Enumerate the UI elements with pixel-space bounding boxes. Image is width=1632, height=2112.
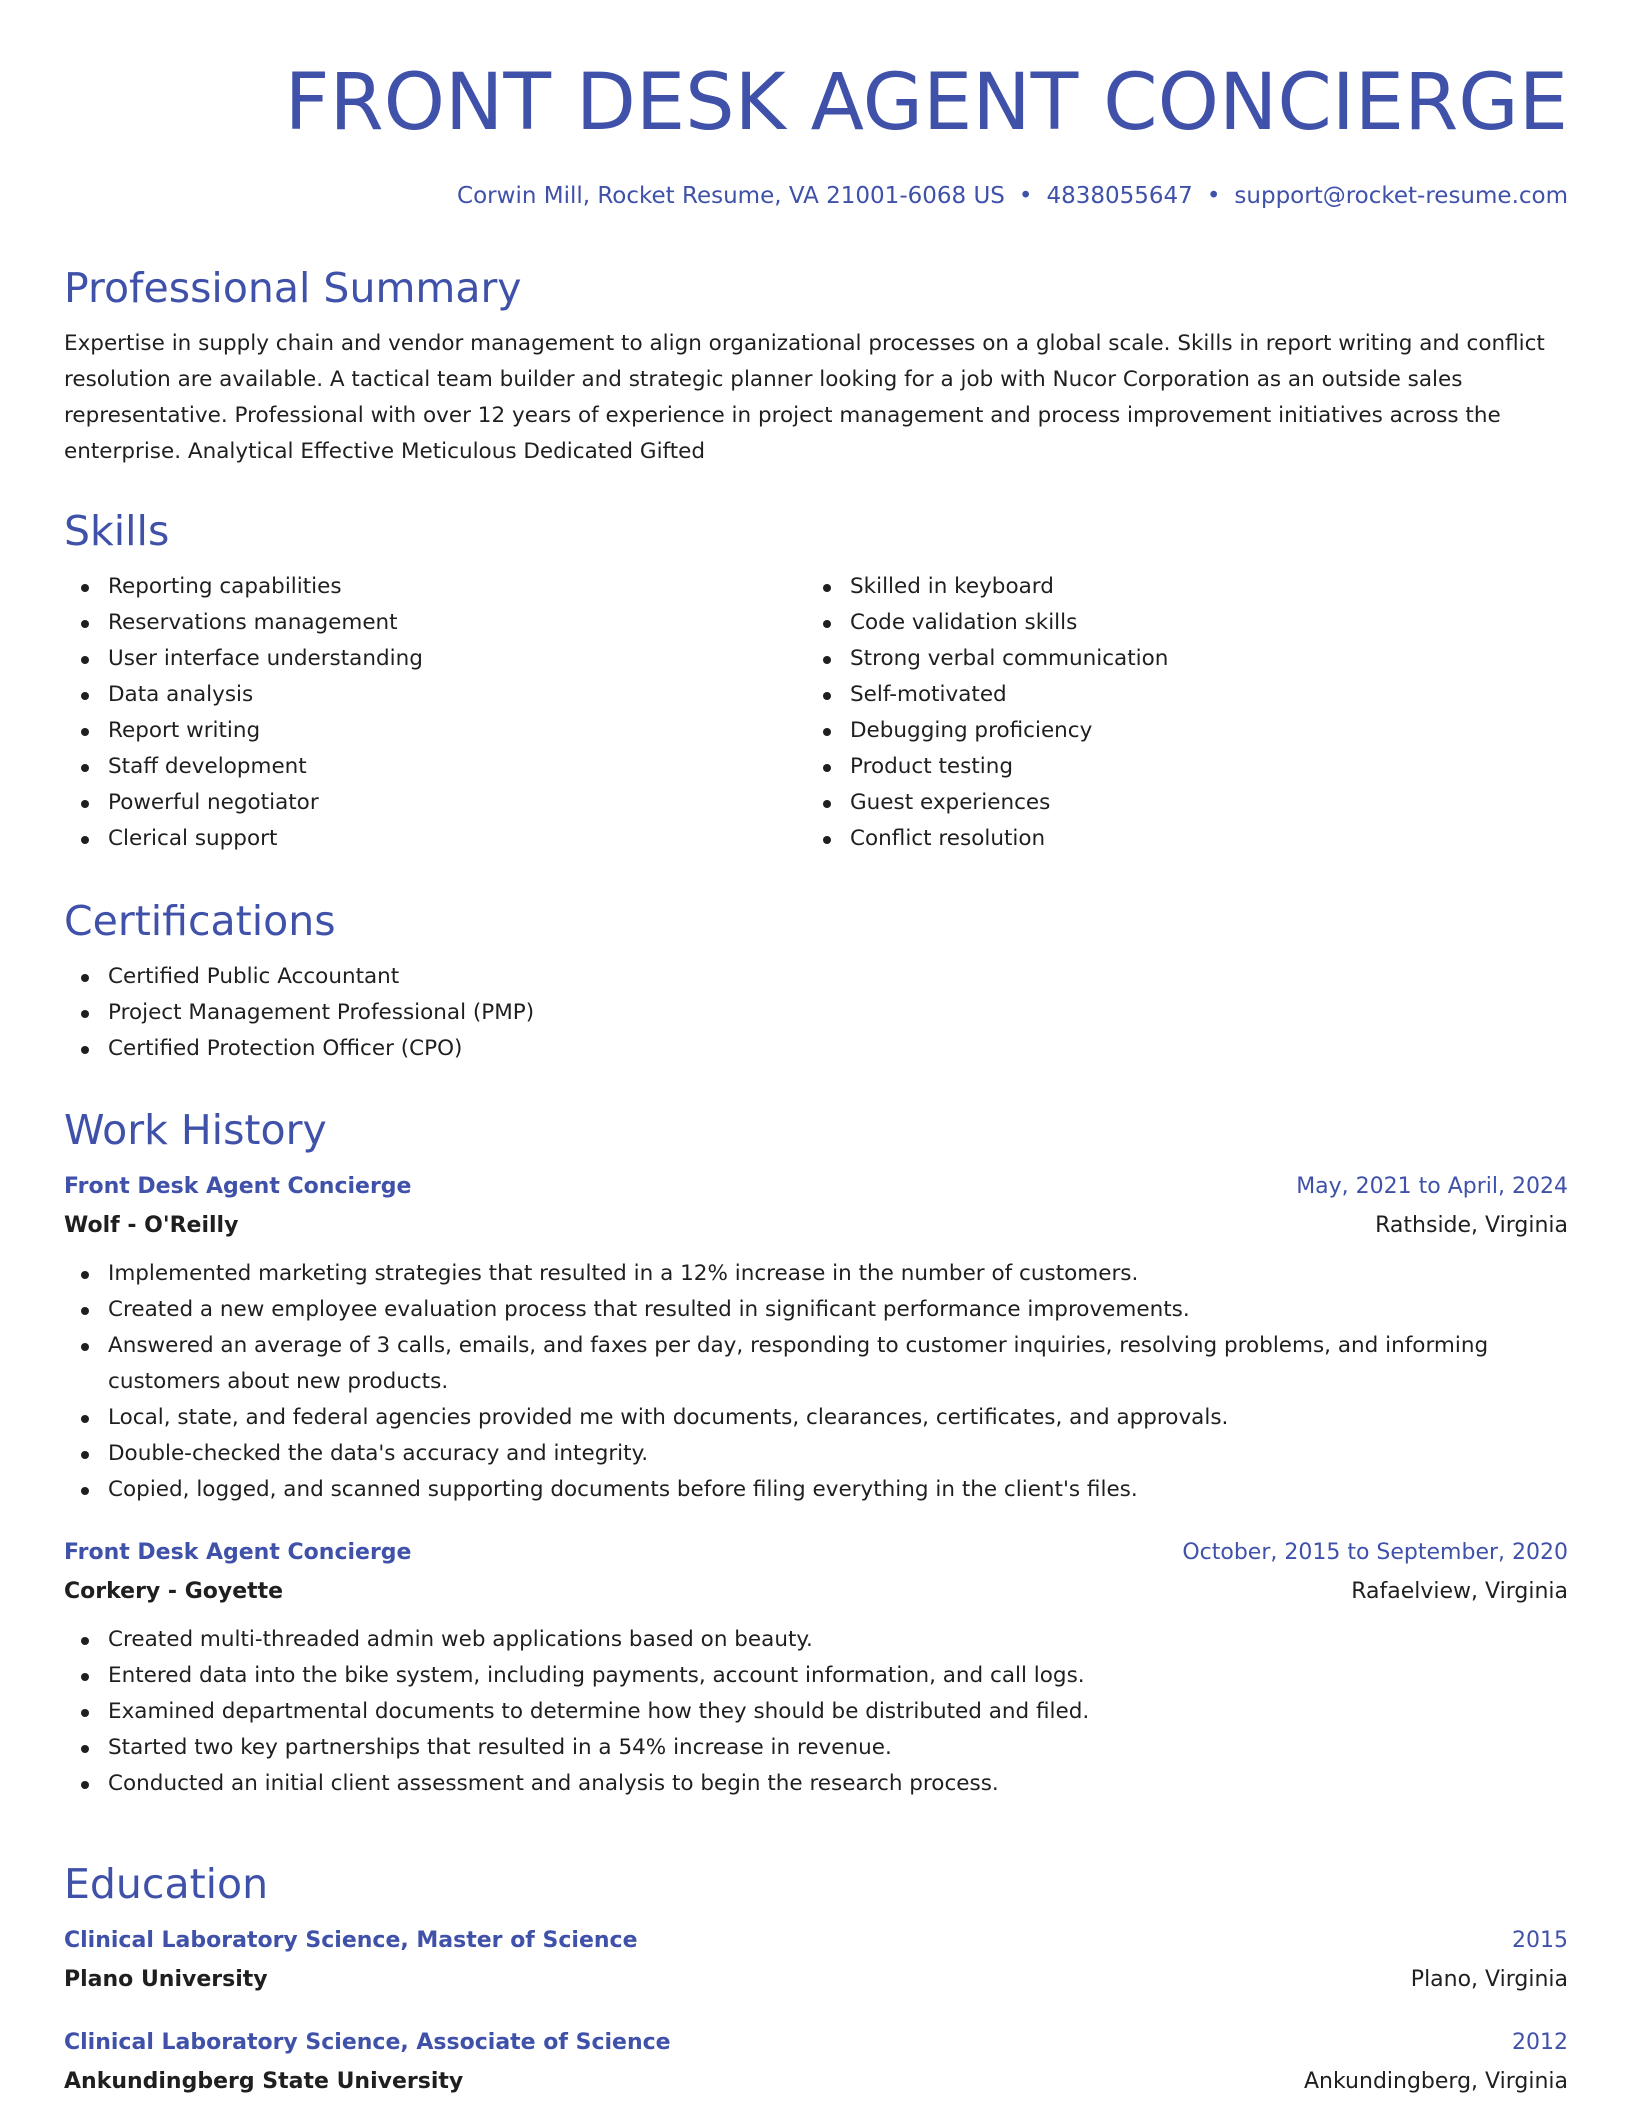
job-location: Rafaelview, Virginia	[1351, 1579, 1568, 1604]
job-bullet: Started two key partnerships that resulted in a 54% increase in revenue.	[64, 1730, 1568, 1766]
skill-item: User interface understanding	[64, 641, 806, 677]
contact-phone: 4838055647	[1046, 183, 1193, 209]
job-bullet: Entered data into the bike system, including payments, account information, and call logs.	[64, 1658, 1568, 1694]
skill-item: Debugging proficiency	[806, 713, 1548, 749]
education-subheader	[64, 1962, 1568, 1998]
job-bullet: Double-checked the data's accuracy and integrity.	[64, 1436, 1568, 1472]
job-dates: May, 2021 to April, 2024	[1296, 1174, 1568, 1199]
skill-item: Reservations management	[64, 605, 806, 641]
education-header	[64, 1924, 1568, 1958]
education-location: Plano, Virginia	[1410, 1967, 1568, 1992]
contact-separator: •	[1206, 183, 1221, 209]
skill-item: Data analysis	[64, 677, 806, 713]
work-history-section	[64, 1104, 1568, 1802]
education-school: Plano University	[64, 1967, 268, 1992]
job-bullet: Examined departmental documents to determine how they should be distributed and filed.	[64, 1694, 1568, 1730]
skill-item: Reporting capabilities	[64, 569, 806, 605]
job-entry	[64, 1170, 1568, 1508]
resume-name-heading: FRONT DESK AGENT CONCIERGE	[284, 58, 1568, 148]
job-company: Corkery - Goyette	[64, 1579, 284, 1604]
education-subheader	[64, 2064, 1568, 2100]
certifications-section	[64, 895, 1568, 1067]
job-location: Rathside, Virginia	[1375, 1213, 1568, 1238]
job-bullets	[64, 1622, 1568, 1802]
job-header	[64, 1536, 1568, 1570]
education-year: 2012	[1512, 2030, 1568, 2055]
job-company: Wolf - O'Reilly	[64, 1213, 239, 1238]
skills-columns	[64, 569, 1568, 857]
education-year: 2015	[1512, 1928, 1568, 1953]
job-bullet: Local, state, and federal agencies provided me with documents, clearances, certificates, and approvals.	[64, 1400, 1568, 1436]
certifications-list	[64, 959, 1568, 1067]
certification-item: Certified Protection Officer (CPO)	[64, 1031, 1568, 1067]
skill-item: Strong verbal communication	[806, 641, 1548, 677]
job-subheader	[64, 1208, 1568, 1244]
job-bullet: Created multi-threaded admin web applications based on beauty.	[64, 1622, 1568, 1658]
skill-item: Skilled in keyboard	[806, 569, 1548, 605]
skills-list-right	[806, 569, 1548, 857]
education-header	[64, 2026, 1568, 2060]
job-bullet: Created a new employee evaluation process that resulted in significant performance improvements.	[64, 1292, 1568, 1328]
certification-item: Certified Public Accountant	[64, 959, 1568, 995]
skill-item: Conflict resolution	[806, 821, 1548, 857]
job-bullets	[64, 1256, 1568, 1508]
education-entry	[64, 1924, 1568, 1998]
job-bullet: Implemented marketing strategies that resulted in a 12% increase in the number of customers.	[64, 1256, 1568, 1292]
education-location: Ankundingberg, Virginia	[1304, 2069, 1568, 2094]
education-section	[64, 1858, 1568, 2100]
skill-item: Product testing	[806, 749, 1548, 785]
education-degree: Clinical Laboratory Science, Associate of Science	[64, 2030, 671, 2055]
skill-item: Code validation skills	[806, 605, 1548, 641]
contact-separator: •	[1018, 183, 1033, 209]
skills-section	[64, 505, 1568, 857]
resume-page	[64, 0, 1568, 2094]
education-entry	[64, 2026, 1568, 2100]
section-title-certifications: Certifications	[64, 897, 336, 945]
section-title-skills: Skills	[64, 507, 170, 555]
job-bullet: Conducted an initial client assessment and analysis to begin the research process.	[64, 1766, 1568, 1802]
job-subheader	[64, 1574, 1568, 1610]
summary-text: Expertise in supply chain and vendor management to align organizational processes on a global scale. Skills in report writing and conflict resolution are available. A tactical team builder and strategic planner looking for a job with Nucor Corporation as an outside sales representative. Professional with over 12 years of experience in project management and process improvement initiatives across the enterprise. Analytical Effective Meticulous Dedicated Gifted	[64, 331, 1545, 464]
skill-item: Powerful negotiator	[64, 785, 806, 821]
job-header	[64, 1170, 1568, 1204]
job-role: Front Desk Agent Concierge	[64, 1174, 412, 1199]
professional-summary-section	[64, 262, 1568, 470]
job-dates: October, 2015 to September, 2020	[1182, 1540, 1568, 1565]
skill-item: Guest experiences	[806, 785, 1548, 821]
section-title-work-history: Work History	[64, 1106, 327, 1154]
section-title-education: Education	[64, 1860, 269, 1908]
skill-item: Staff development	[64, 749, 806, 785]
job-role: Front Desk Agent Concierge	[64, 1540, 412, 1565]
contact-line	[64, 180, 1568, 212]
section-title-summary: Professional Summary	[64, 264, 522, 312]
contact-email[interactable]: support@rocket-resume.com	[1234, 183, 1568, 209]
skill-item: Self-motivated	[806, 677, 1548, 713]
contact-address: Corwin Mill, Rocket Resume, VA 21001-6068 US	[457, 183, 1005, 209]
education-degree: Clinical Laboratory Science, Master of Science	[64, 1928, 638, 1953]
job-bullet: Answered an average of 3 calls, emails, and faxes per day, responding to customer inquiries, resolving problems, and informing customers about new products.	[64, 1328, 1568, 1400]
education-school: Ankundingberg State University	[64, 2069, 464, 2094]
job-bullet: Copied, logged, and scanned supporting documents before filing everything in the client's files.	[64, 1472, 1568, 1508]
job-entry	[64, 1536, 1568, 1802]
skill-item: Clerical support	[64, 821, 806, 857]
certification-item: Project Management Professional (PMP)	[64, 995, 1568, 1031]
skill-item: Report writing	[64, 713, 806, 749]
skills-list-left	[64, 569, 806, 857]
